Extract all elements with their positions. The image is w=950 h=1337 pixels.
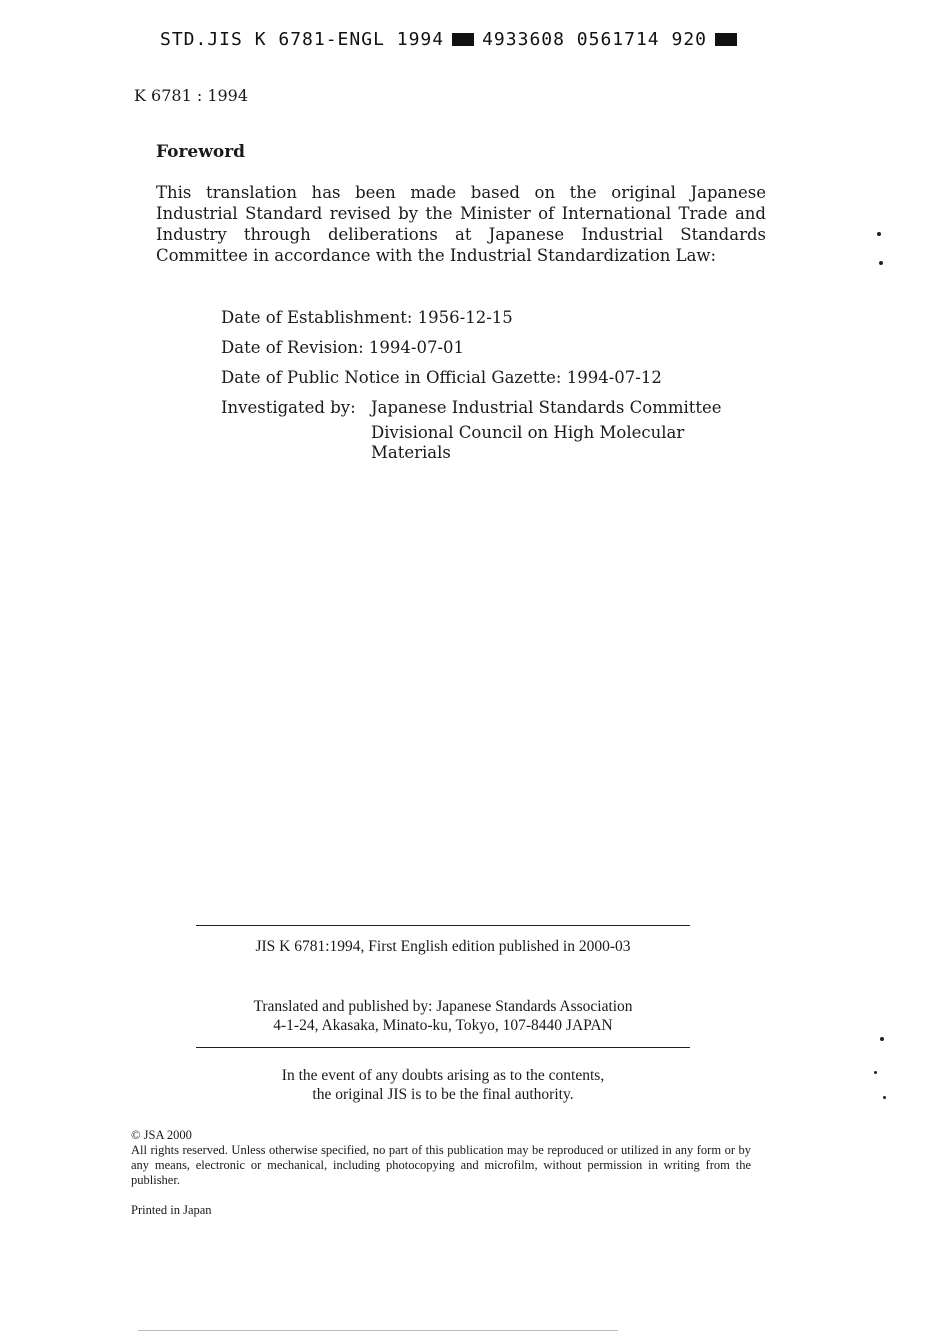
publisher-line: Translated and published by: Japanese Standards Association <box>253 998 633 1015</box>
copyright-block <box>131 1128 751 1188</box>
copyright-symbol: © JSA 2000 <box>131 1128 192 1142</box>
doc-number: K 6781 : 1994 <box>134 86 249 105</box>
publisher-block <box>196 997 690 1035</box>
authority-line-1: In the event of any doubts arising as to the contents, <box>281 1067 605 1084</box>
foreword-heading: Foreword <box>156 142 246 162</box>
header-stamp-id: STD.JIS K 6781-ENGL 1994 <box>160 28 445 50</box>
header-stamp <box>160 28 745 50</box>
publisher-address: 4-1-24, Akasaka, Minato-ku, Tokyo, 107-8440 JAPAN <box>273 1017 613 1034</box>
authority-note <box>196 1066 690 1104</box>
authority-line-2: the original JIS is to be the final authority. <box>312 1086 574 1103</box>
scan-speck <box>879 261 883 265</box>
foreword-intro: This translation has been made based on the original Japanese Industrial Standard revised by the Minister of International Trade and Industry through deliberations at Japanese Industrial Standards Committee in accordance with the Industrial Standardization Law: <box>156 183 766 265</box>
edition-note: JIS K 6781:1994, First English edition published in 2000-03 <box>255 938 631 955</box>
redaction-mark <box>715 33 737 46</box>
scan-speck <box>880 1037 884 1041</box>
scan-edge-line <box>138 1330 618 1331</box>
redaction-mark <box>452 33 474 46</box>
date-revision: Date of Revision: 1994-07-01 <box>221 338 465 357</box>
investigated-by <box>221 393 722 423</box>
council-name: Divisional Council on High Molecular Materials <box>371 423 685 462</box>
investigated-label: Investigated by: <box>221 398 356 417</box>
printed-in: Printed in Japan <box>131 1203 212 1217</box>
scan-speck <box>877 232 881 236</box>
scan-speck <box>874 1071 877 1074</box>
investigated-value: Japanese Industrial Standards Committee <box>371 398 722 417</box>
rights-statement: All rights reserved. Unless otherwise specified, no part of this publication may be reproduced or utilized in any form or by any means, electronic or mechanical, including photocopying and microfilm, without permission in writing from the publisher. <box>131 1143 751 1187</box>
scan-speck <box>883 1096 886 1099</box>
dates-block <box>221 303 722 423</box>
divider-bottom <box>196 1047 690 1048</box>
date-public-notice: Date of Public Notice in Official Gazette: 1994-07-12 <box>221 368 662 387</box>
header-stamp-code: 4933608 0561714 920 <box>482 28 707 50</box>
date-establishment: Date of Establishment: 1956-12-15 <box>221 308 513 327</box>
divider-top <box>196 925 690 926</box>
